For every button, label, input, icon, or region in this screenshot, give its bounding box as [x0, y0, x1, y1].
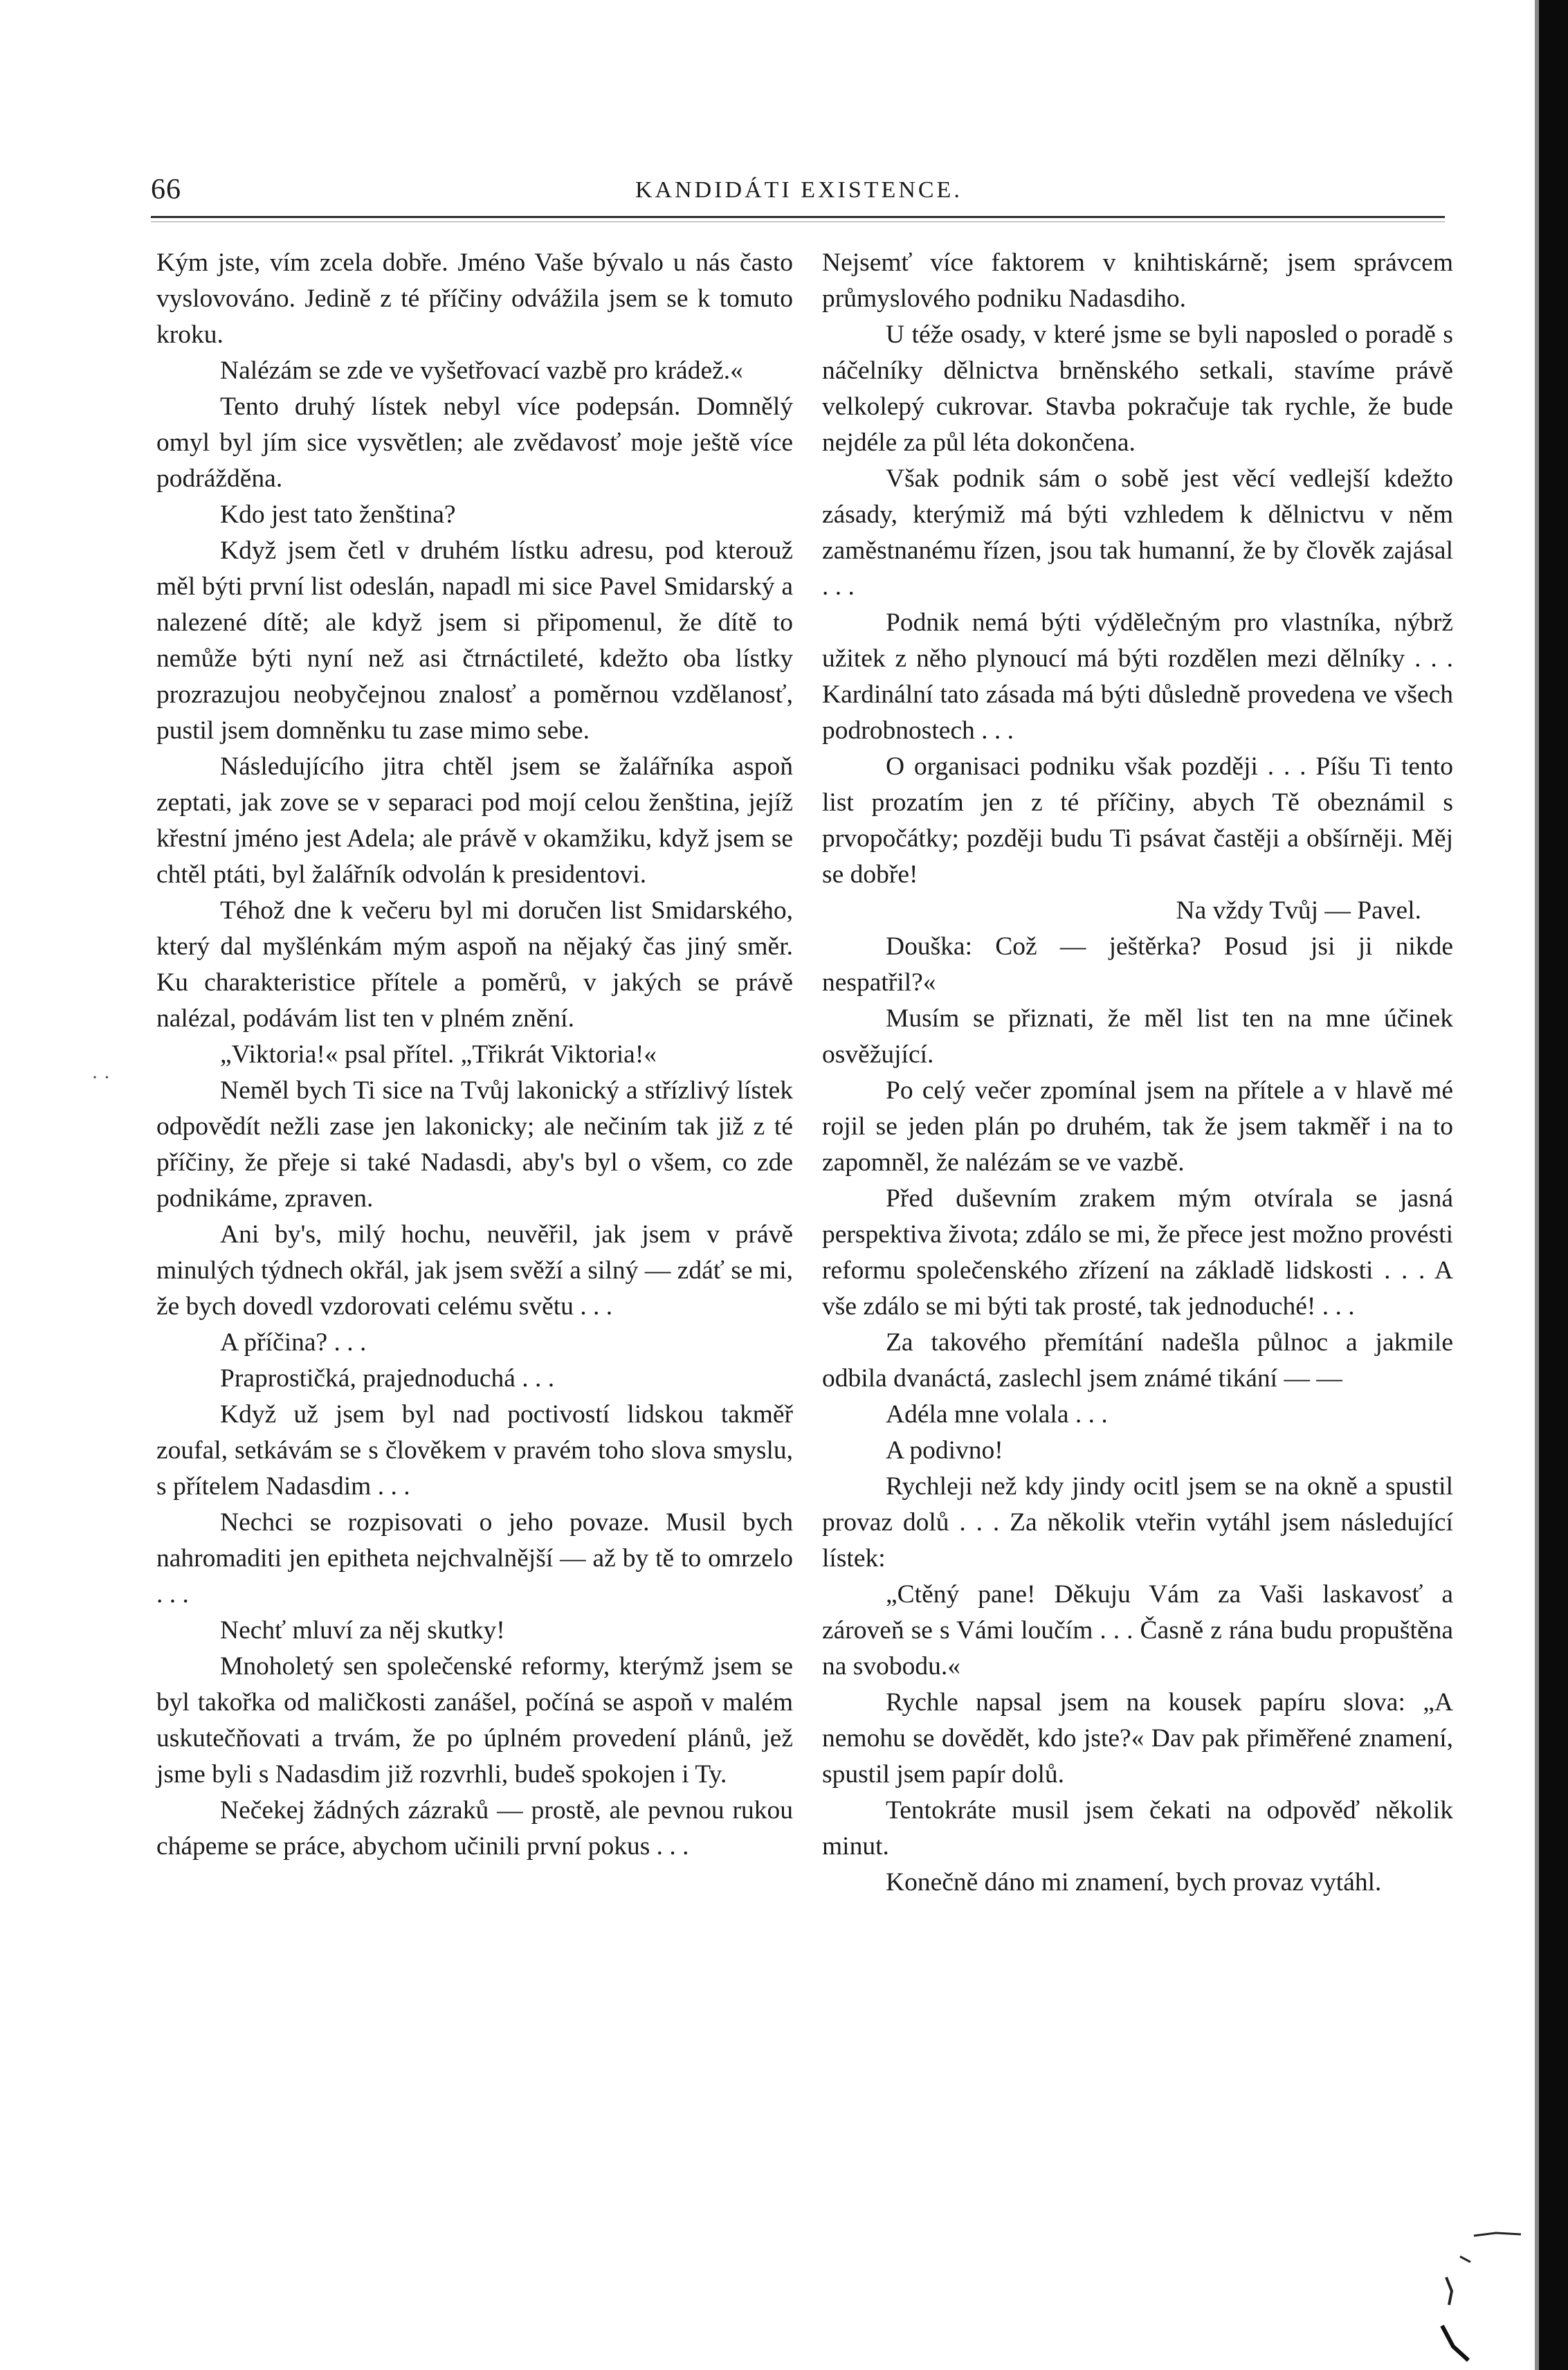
page-header: [151, 173, 1445, 215]
paragraph: Douška: Což — ještěrka? Posud jsi ji nikde nespatřil?«: [822, 932, 1453, 997]
paragraph: Nečekej žádných zázraků — prostě, ale pevnou rukou chápeme se práce, abychom učinili první pokus . . .: [156, 1796, 793, 1861]
paragraph: Tentokráte musil jsem čekati na odpověď několik minut.: [822, 1796, 1453, 1861]
paragraph: Však podnik sám o sobě jest věcí vedlejší kdežto zásady, kterýmiž má býti vzhledem k dělnictvu v něm zaměstnanému řízen, jsou tak humanní, že by člověk zajásal . . .: [822, 464, 1453, 601]
paragraph: Mnoholetý sen společenské reformy, kterýmž jsem se byl takořka od maličkosti zanášel, počíná se aspoň v malém uskutečňovati a trvám, že po úplném provedení plánů, jež jsme byli s Nadasdim již rozvrhli, budeš spokojen i Ty.: [156, 1652, 793, 1789]
paragraph: Praprostičká, prajednoduchá . . .: [220, 1364, 555, 1393]
paragraph: Adéla mne volala . . .: [886, 1400, 1108, 1429]
paragraph: Ani by's, milý hochu, neuvěřil, jak jsem v právě minulých týdnech okřál, jak jsem svěží a silný — zdáť se mi, že bych dovedl vzdorovati celému světu . . .: [156, 1220, 793, 1321]
paragraph: Když jsem četl v druhém lístku adresu, pod kterouž měl býti první list odeslán, napadl mi sice Pavel Smidarský a nalezené dítě; ale když jsem si připomenul, že dítě to nemůže býti nyní než asi čtrnáctileté, kdežto oba lístky prozrazujou neobyčejnou znalosť a poměrnou vzdělanosť, pustil jsem domněnku tu zase mimo sebe.: [156, 536, 793, 745]
scan-edge: [1539, 0, 1568, 2370]
header-rule: [151, 216, 1445, 218]
paragraph: „Viktoria!« psal přítel. „Třikrát Viktoria!«: [220, 1040, 657, 1069]
right-column: [822, 245, 1453, 1901]
paragraph: U téže osady, v které jsme se byli naposled o poradě s náčelníky dělnictva brněnského setkali, stavíme právě velkolepý cukrovar. Stavba pokračuje tak rychle, že bude nejdéle za půl léta dokončena.: [822, 320, 1453, 457]
paragraph: Po celý večer zpomínal jsem na přítele a v hlavě mé rojil se jeden plán po druhém, tak že jsem takměř i na to zapomněl, že nalézám se ve vazbě.: [822, 1076, 1453, 1177]
paragraph: Kdo jest tato ženština?: [220, 500, 456, 529]
paragraph: Rychleji než kdy jindy ocitl jsem se na okně a spustil provaz dolů . . . Za několik vteřin vytáhl jsem následující lístek:: [822, 1472, 1453, 1573]
header-rule-thin: [151, 221, 1445, 222]
paragraph: Za takového přemítání nadešla půlnoc a jakmile odbila dvanáctá, zaslechl jsem známé tikání — —: [822, 1328, 1453, 1393]
paragraph: Nechť mluví za něj skutky!: [220, 1616, 505, 1645]
letter-signature: Na vždy Tvůj — Pavel.: [1176, 896, 1421, 925]
paragraph: Před duševním zrakem mým otvírala se jasná perspektiva života; zdálo se mi, že přece jest možno provésti reformu společenského zřízení na základě lidskosti . . . A vše zdálo se mi býti tak prosté, tak jednoduché! . . .: [822, 1184, 1453, 1321]
page-number: 66: [151, 174, 181, 206]
paragraph: Konečně dáno mi znamení, bych provaz vytáhl.: [886, 1868, 1382, 1897]
paragraph: „Ctěný pane! Děkuju Vám za Vaši laskavosť a zároveň se s Vámi loučím . . . Časně z rána budu propuštěna na svobodu.«: [822, 1580, 1453, 1681]
paragraph: Podnik nemá býti výdělečným pro vlastníka, nýbrž užitek z něho plynoucí má býti rozdělen mezi dělníky . . . Kardinální tato zásada má býti důsledně provedena ve všech podrobnostech . . .: [822, 608, 1453, 745]
paragraph: Následujícího jitra chtěl jsem se žalářníka aspoň zeptati, jak zove se v separaci pod mojí celou ženština, jejíž křestní jméno jest Adela; ale právě v okamžiku, když jsem se chtěl ptáti, byl žalářník odvolán k presidentovi.: [156, 752, 793, 889]
margin-specks: · ·: [91, 1066, 111, 1089]
paragraph: Neměl bych Ti sice na Tvůj lakonický a střízlivý lístek odpovědít nežli zase jen lakonicky; ale nečiním tak již z té příčiny, že přeje si také Nadasdi, aby's byl o všem, co zde podnikáme, zpraven.: [156, 1076, 793, 1213]
paragraph: Musím se přiznati, že měl list ten na mne účinek osvěžující.: [822, 1004, 1453, 1069]
left-column: [156, 245, 793, 1865]
paragraph: O organisaci podniku však později . . . Píšu Ti tento list prozatím jen z té příčiny, abych Tě obeznámil s prvopočátky; později budu Ti psávat častěji a obšírněji. Měj se dobře!: [822, 752, 1453, 889]
paragraph: Kým jste, vím zcela dobře. Jméno Vaše bývalo u nás často vyslovováno. Jedině z té příčiny odvážila jsem se k tomuto kroku.: [156, 248, 793, 349]
paragraph: Nalézám se zde ve vyšetřovací vazbě pro krádež.«: [220, 356, 743, 385]
paragraph: Nechci se rozpisovati o jeho povaze. Musil bych nahromaditi jen epitheta nejchvalnější — až by tě to omrzelo . . .: [156, 1508, 793, 1609]
scan-specks: [1432, 2229, 1522, 2367]
paragraph: A podivno!: [886, 1436, 1003, 1465]
paragraph: Rychle napsal jsem na kousek papíru slova: „A nemohu se dovědět, kdo jste?« Dav pak přiměřené znamení, spustil jsem papír dolů.: [822, 1688, 1453, 1789]
paragraph: Když už jsem byl nad poctivostí lidskou takměř zoufal, setkávám se s člověkem v pravém toho slova smyslu, s přítelem Nadasdim . . .: [156, 1400, 793, 1501]
running-title: KANDIDÁTI EXISTENCE.: [635, 177, 963, 203]
paragraph: Nejsemť více faktorem v knihtiskárně; jsem správcem průmyslového podniku Nadasdiho.: [822, 248, 1453, 313]
paragraph: Téhož dne k večeru byl mi doručen list Smidarského, který dal myšlénkám mým aspoň na nějaký čas jiný směr. Ku charakteristice přítele a poměrů, v jakých se právě nalézal, podávám list ten v plném znění.: [156, 896, 793, 1033]
paragraph: A příčina? . . .: [220, 1328, 367, 1357]
paragraph: Tento druhý lístek nebyl více podepsán. Domnělý omyl byl jím sice vysvětlen; ale zvědavosť moje ještě více podrážděna.: [156, 392, 793, 493]
